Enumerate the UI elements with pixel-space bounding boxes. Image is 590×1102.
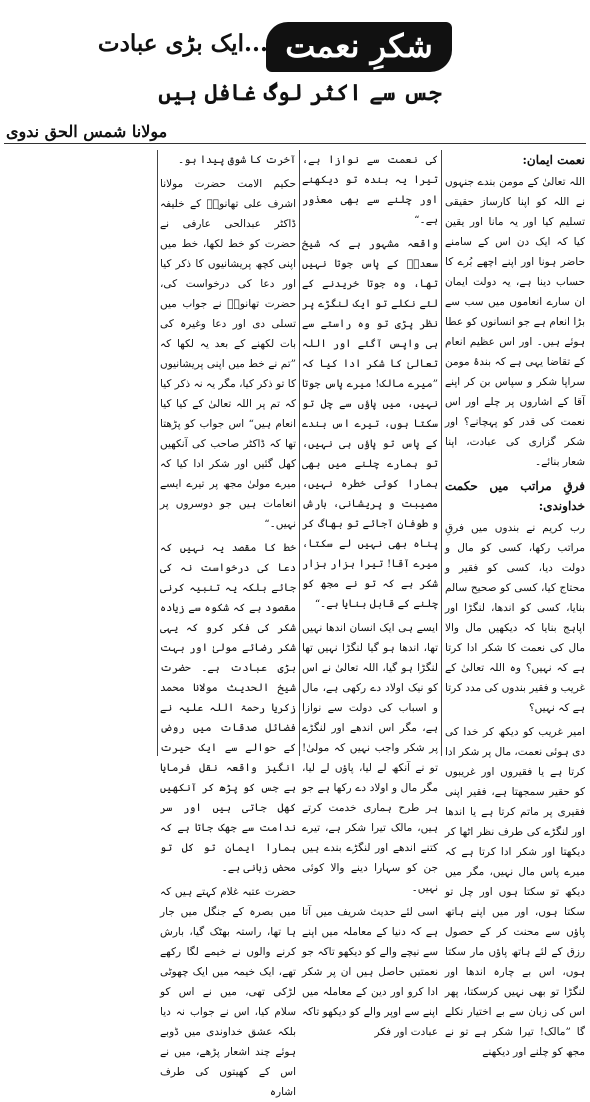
column-divider bbox=[157, 150, 158, 756]
paragraph: حکیم الامت حضرت مولانا اشرف علی تھانویؒ کے خلیفہ ڈاکٹر عبدالحی عارفی نے حضرت کو خط لکھا، خط میں اپنی کچھ پریشانیوں کا ذکر کیا اور دعا کی درخواست کی، حضرت تھانویؒ نے جواب میں تسلی دی اور دعا وغیرہ کی بات لکھنے کے بعد یہ لکھا کہ ”تم نے خط میں اپنی پریشانیوں کا تو ذکر کیا، مگر یہ نہ ذکر کیا کہ تم پر اللہ تعالیٰ کے کیا کیا انعام ہیں“ اس جواب کو پڑھتا تھا کہ ڈاکٹر صاحب کی آنکھیں کھل گئیں اور شکر ادا کیا کہ میرے مولیٰ مجھ پر تیرے ایسے انعامات ہیں جو دوسروں پر نہیں۔“ bbox=[160, 178, 296, 530]
paragraph: حضرت عتبہ غلام کہتے ہیں کہ میں بصرہ کے جنگل میں جار ہا تھا، راستہ بھٹک گیا، بارش کرنے والوں نے خیمے لگا رکھے تھے، ایک خیمہ میں ایک چھوٹی لڑکی تھی، میں نے اس کو سلام کیا، اس نے جواب نہ دیا بلکہ عشق خداوندی میں ڈوبے ہوئے چند اشعار پڑھے، میں نے اس کے کھیتوں کی طرف اشارہ bbox=[160, 886, 296, 1098]
article-headline bbox=[0, 6, 590, 78]
column-4 bbox=[6, 150, 154, 758]
column-3 bbox=[160, 150, 296, 1098]
section-heading: فرقِ مراتب میں حکمت خداوندی: bbox=[445, 479, 585, 513]
column-1 bbox=[445, 150, 585, 1058]
column-divider bbox=[299, 150, 300, 756]
paragraph: خط کا مقصد یہ نہیں کہ دعا کی درخواست نہ کی جائے بلکہ یہ تنبیہ کرنی مقصود ہے کہ شکوہ سے زیادہ شکر کی فکر کرو کہ یہی شکر رضائے مولیٰ اور بہت بڑی عبادت ہے۔ حضرت شیخ الحدیث مولانا محمد زکریا رحمۃ اللہ علیہ نے فضائل صدقات میں روض کے حوالے سے ایک حیرت انگیز واقعہ نقل فرمایا ہے جس کو پڑھ کر آنکھیں کھل جاتی ہیں اور سر ندامت سے جھک جاتا ہے کہ ہمارا ایمان تو کل تو محض زبانی ہے۔ bbox=[160, 542, 296, 874]
title-banner bbox=[266, 22, 452, 72]
column-2 bbox=[302, 150, 438, 1038]
paragraph: ایسے ہی ایک انسان اندھا نہیں تھا، اندھا ہو گیا لنگڑا نہیں تھا لنگڑا ہو گیا، اللہ تعالیٰ نے اس کو نیک اولاد دے رکھی ہے، مال و اسباب کی دولت سے نوازا ہے، مگر اس اندھے اور لنگڑے پر شکر واجب نہیں کہ مولیٰ! تو نے آنکھ لے لیا، پاؤں لے لیا، مگر مال و اولاد دے رکھا ہے جو ہر طرح ہماری خدمت کرتے ہیں، مالک تیرا شکر ہے، تیرے کتنے اندھے اور لنگڑے بندے ہیں جن کو سہارا دینے والا کوئی نہیں۔ bbox=[302, 622, 438, 894]
paragraph: رب کریم نے بندوں میں فرقِ مراتب رکھا، کسی کو مال و دولت دیا، کسی کو فقیر و محتاج کیا، کسی کو صحیح سالم بنایا، کسی کو اندھا، لنگڑا اور اپاہج بنایا کہ دیکھیں مال والا مال کی نعمت کا شکر ادا کرتا ہے کہ نہیں؟ وہ اللہ تعالیٰ کے غریب و فقیر بندوں کی مدد کرتا ہے کہ نہیں؟ bbox=[445, 522, 585, 714]
paragraph: اسی لئے حدیث شریف میں آتا ہے کہ دنیا کے معاملہ میں اپنے سے نیچے والے کو دیکھو تاکہ جو نعمتیں حاصل ہیں ان پر شکر ادا کرو اور دین کے معاملہ میں اپنے سے اوپر والے کو دیکھو تاکہ عبادت اور فکر bbox=[302, 906, 438, 1038]
title-rest: ...ایک بڑی عبادت bbox=[97, 30, 268, 57]
paragraph: آخرت کا شوق پیدا ہو۔ bbox=[178, 154, 296, 166]
paragraph: کی نعمت سے نوازا ہے، تیرا یہ بندہ تو دیکھنے اور چلنے سے بھی معذور ہے۔“ bbox=[302, 154, 438, 226]
paragraph: واقعہ مشہور ہے کہ شیخ سعدیؒ کے پاس جوتا نہیں تھا، وہ جوتا خریدنے کے لئے نکلے تو ایک لنگڑے پر نظر پڑی تو وہ راستے سے ہی واپس آگئے اور اللہ تعالیٰ کا شکر ادا کیا کہ ”میرے مالک! میرے پاس جوتا نہیں، میں پاؤں سے چل تو سکتا ہوں، تیرے اس بندے کے پاس تو پاؤں ہی نہیں، تو ہمارے چلنے میں بھی ہمارا کوئی خطرہ نہیں، مصیبت و پریشانی، بارش و طوفان آجائے تو بھاگ کر پناہ بھی نہیں لے سکتا، میرے آقا! تیرا ہزار ہزار شکر ہے کہ تو نے مجھ کو چلنے کے قابل بنایا ہے۔“ bbox=[302, 238, 438, 610]
paragraph: اللہ تعالیٰ کے مومن بندے جنہوں نے اللہ کو اپنا کارساز حقیقی تسلیم کیا اور یہ مانا اور یقین کیا کہ ایک دن اس کے سامنے حاضر ہونا اور اپنے اچھے بُرے کا حساب دینا ہے، یہ دولت ایمان ان سارے انعاموں میں سب سے بڑا انعام ہے جو انسانوں کو عطا ہوئے ہیں۔ اور اس عظیم انعام کے تقاضا یہی ہے کہ بندۂ مومن سراپا شکر و سپاس بن کر اپنے آقا کے اشاروں پر چلے اور اس نعمت کی قدر کو پہچانے؟ اور شکر گزاری کی عبادت، اپنا شعار بنائے۔ bbox=[445, 176, 585, 468]
section-heading: نعمت ایمان: bbox=[522, 153, 585, 167]
article-author: مولانا شمس الحق ندوی bbox=[6, 122, 168, 141]
paragraph: امیر غریب کو دیکھ کر خدا کی دی ہوئی نعمت، مال پر شکر ادا کرتا ہے یا فقیروں اور غریبوں کو حقیر سمجھتا ہے، فقیر اپنی فقیری پر ماتم کرتا ہے یا اندھا اور لنگڑے کی طرف نظر اٹھا کر دیکھتا اور شکر ادا کرتا ہے کہ میرے پاس مال نہیں، مگر میں دیکھ تو سکتا ہوں اور چل تو سکتا ہوں، اور میں اپنے ہاتھ پاؤں سے محنت کر کے حصول رزق کے لئے ہاتھ پاؤں مار سکتا ہوں، اس بے چارہ اندھا اور لنگڑا تو بھی نہیں کرسکتا، پھر اس کی زبان سے بے اختیار نکلے گا ”مالک! تیرا شکر ہے تو نے مجھ کو چلنے اور دیکھنے bbox=[445, 726, 585, 1058]
title-highlight: شکرِ نعمت bbox=[285, 27, 433, 65]
header-divider bbox=[4, 143, 586, 144]
column-divider bbox=[441, 150, 442, 756]
article-subtitle: جس سے اکثر لوگ غافل ہیں bbox=[158, 80, 442, 106]
